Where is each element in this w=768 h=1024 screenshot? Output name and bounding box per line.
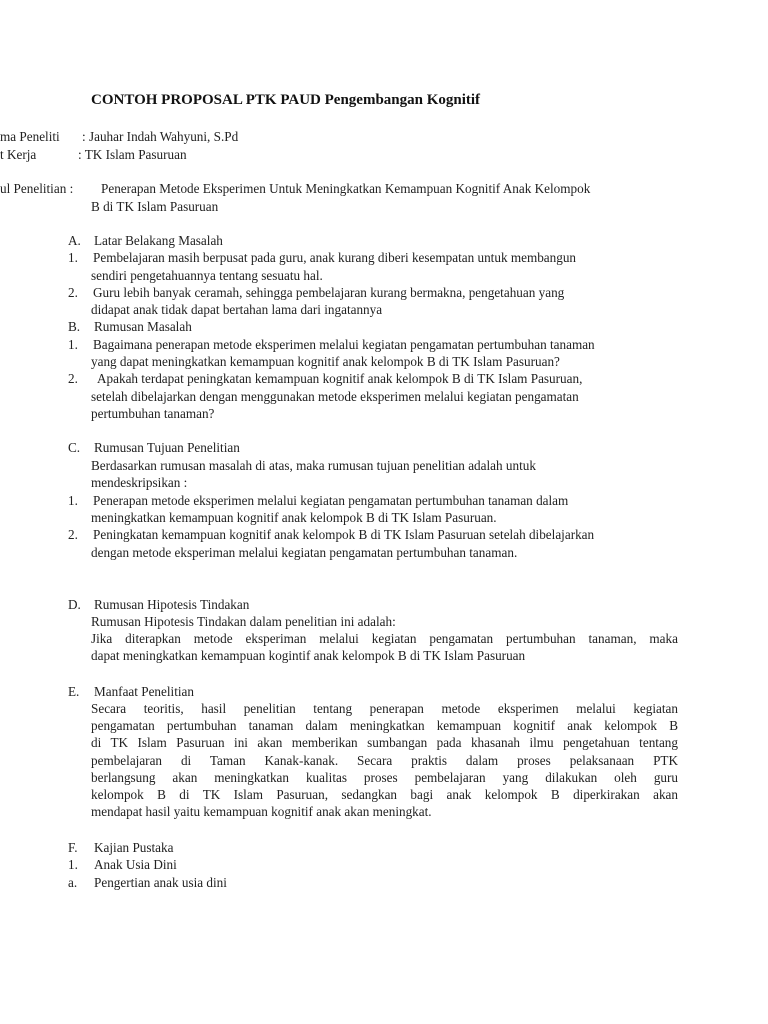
- section-b-item-1-line-1: Bagaimana penerapan metode eksperimen melalui kegiatan pengamatan pertumbuhan tanaman: [93, 337, 595, 352]
- section-b-marker: B.: [68, 319, 81, 334]
- tempat-kerja-value: : TK Islam Pasuruan: [78, 147, 187, 162]
- tempat-kerja-label: t Kerja: [0, 147, 37, 162]
- section-a-item-1-line-1: Pembelajaran masih berpusat pada guru, anak kurang diberi kesempatan untuk membangun: [93, 250, 577, 265]
- section-a-marker: A.: [68, 233, 81, 248]
- judul-line-2: B di TK Islam Pasuruan: [91, 199, 219, 214]
- section-b-item-2-number: 2.: [68, 371, 78, 386]
- section-b-item-1-number: 1.: [68, 337, 78, 352]
- section-c-intro-line-2: mendeskripsikan :: [91, 475, 188, 490]
- section-a-item-2-number: 2.: [68, 285, 78, 300]
- section-e-paragraph-line-6: kelompok B di TK Islam Pasuruan, sedangkan bagi anak kelompok B diperkirakan akan: [91, 787, 678, 803]
- section-f-subsection-a-label: Pengertian anak usia dini: [94, 875, 227, 890]
- section-c-item-2-line-2: dengan metode eksperiman melalui kegiatan pengamatan pertumbuhan tanaman.: [91, 545, 518, 560]
- section-d-paragraph-line-1: Jika diterapkan metode eksperiman melalui kegiatan pengamatan pertumbuhan tanaman, maka: [91, 631, 678, 646]
- judul-label: ul Penelitian :: [0, 181, 74, 196]
- section-b-heading: Rumusan Masalah: [94, 319, 192, 334]
- section-f-marker: F.: [68, 840, 78, 855]
- section-e-paragraph-line-5: berlangsung akan meningkatkan kualitas proses pembelajaran yang dilakukan oleh guru: [91, 769, 678, 785]
- section-e-paragraph-line-7: mendapat hasil yaitu kemampuan kognitif anak akan meningkat.: [91, 804, 432, 820]
- document-title: CONTOH PROPOSAL PTK PAUD Pengembangan Kognitif: [91, 92, 481, 108]
- section-b-item-1-line-2: yang dapat meningkatkan kemampuan kognitif anak kelompok B di TK Islam Pasuruan?: [91, 354, 560, 369]
- section-c-intro-line-1: Berdasarkan rumusan masalah di atas, maka rumusan tujuan penelitian adalah untuk: [91, 458, 536, 473]
- peneliti-value: : Jauhar Indah Wahyuni, S.Pd: [82, 129, 239, 144]
- section-e-paragraph-line-2: pengamatan pertumbuhan tanaman dalam meningkatkan kemampuan kognitif anak kelompok B: [91, 718, 678, 734]
- section-d-marker: D.: [68, 597, 81, 612]
- section-b-item-2-line-2: setelah dibelajarkan dengan menggunakan metode eksperimen melalui kegiatan pengamatan: [91, 389, 579, 404]
- section-e-paragraph-line-3: di TK Islam Pasuruan ini akan memberikan sumbangan pada khasanah ilmu pengetahuan tentang: [91, 735, 678, 751]
- section-e-heading: Manfaat Penelitian: [94, 684, 194, 699]
- section-c-item-2-line-1: Peningkatan kemampuan kognitif anak kelompok B di TK Islam Pasuruan setelah dibelajarkan: [93, 527, 595, 542]
- section-c-item-2-number: 2.: [68, 527, 78, 542]
- section-a-item-1-line-2: sendiri pengetahuannya tentang sesuatu hal.: [91, 268, 323, 283]
- section-e-paragraph: [91, 700, 678, 820]
- section-b-item-2-line-3: pertumbuhan tanaman?: [91, 406, 215, 421]
- section-d-heading: Rumusan Hipotesis Tindakan: [94, 597, 250, 612]
- section-b-item-2-line-1: Apakah terdapat peningkatan kemampuan kognitif anak kelompok B di TK Islam Pasuruan,: [97, 371, 583, 386]
- section-c-marker: C.: [68, 440, 81, 455]
- section-f-subsection-a-number: a.: [68, 875, 78, 890]
- section-e-paragraph-line-1: Secara teoritis, hasil penelitian tentang penerapan metode eksperimen melalui kegiatan: [91, 701, 678, 716]
- section-a-heading: Latar Belakang Masalah: [94, 233, 223, 248]
- section-d-intro: Rumusan Hipotesis Tindakan dalam penelitian ini adalah:: [91, 614, 396, 629]
- peneliti-label: ma Peneliti: [0, 129, 60, 144]
- section-a-item-2-line-1: Guru lebih banyak ceramah, sehingga pembelajaran kurang bermakna, pengetahuan yang: [93, 285, 565, 300]
- section-c-heading: Rumusan Tujuan Penelitian: [94, 440, 240, 455]
- section-a-item-2-line-2: didapat anak tidak dapat bertahan lama dari ingatannya: [91, 302, 383, 317]
- section-c-item-1-line-1: Penerapan metode eksperimen melalui kegiatan pengamatan pertumbuhan tanaman dalam: [93, 493, 569, 508]
- section-e-paragraph-line-4: pembelajaran di Taman Kanak-kanak. Secara praktis dalam proses pelaksanaan PTK: [91, 752, 678, 768]
- section-d-paragraph-line-2: dapat meningkatkan kemampuan kogintif anak kelompok B di TK Islam Pasuruan: [91, 648, 526, 664]
- section-e-marker: E.: [68, 684, 80, 699]
- section-f-heading: Kajian Pustaka: [94, 840, 174, 855]
- section-f-subsection-1-label: Anak Usia Dini: [94, 857, 177, 872]
- section-f-subsection-1-number: 1.: [68, 857, 78, 872]
- section-a-item-1-number: 1.: [68, 250, 78, 265]
- section-c-item-1-number: 1.: [68, 493, 78, 508]
- section-c-item-1-line-2: meningkatkan kemampuan kognitif anak kelompok B di TK Islam Pasuruan.: [91, 510, 497, 525]
- section-d-paragraph: [91, 630, 678, 664]
- judul-line-1: Penerapan Metode Eksperimen Untuk Meningkatkan Kemampuan Kognitif Anak Kelompok: [101, 181, 591, 196]
